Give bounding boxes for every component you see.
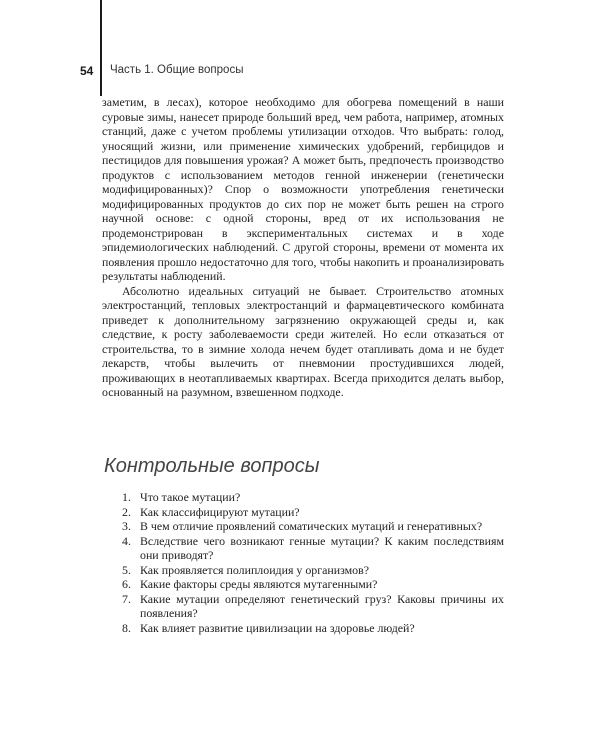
question-item (122, 563, 504, 578)
question-number: 5. (122, 562, 131, 577)
question-text: Как проявляется полиплоидия у организмов? (140, 562, 369, 577)
question-text: В чем отличие проявлений соматических мутаций и генеративных? (140, 519, 483, 533)
question-text: Какие факторы среды являются мутагенными? (140, 577, 378, 591)
question-number: 7. (122, 591, 131, 606)
question-item (122, 592, 504, 621)
question-number: 6. (122, 577, 131, 591)
paragraph: Абсолютно идеальных ситуаций не бывает. Строительство атомных электростанций, тепловых электростанций и фармацевтического комбината приведет к дополнительному загрязнению окружающей среды и, как следствие, к росту заболеваемости среди жителей. Но если отказаться от строительства, то в зимние холода нечем будет отапливать дома и не будет лекарств, чтобы вылечить от пневмонии простудившихся людей, проживающих в неотапливаемых квартирах. Всегда приходится делать выбор, основанный на разумном, взвешенном подходе. (102, 283, 504, 399)
question-item (122, 505, 504, 520)
question-number: 2. (122, 504, 131, 519)
question-item (122, 490, 504, 505)
review-questions-list (122, 490, 504, 635)
question-item (122, 534, 504, 563)
question-number: 3. (122, 519, 131, 533)
running-head: Часть 1. Общие вопросы (110, 64, 244, 76)
question-item (122, 519, 504, 534)
paragraph: заметим, в лесах), которое необходимо для обогрева помещений в наши суровые зимы, нанесет природе больший вред, чем работа, например, атомных станций, даже с учетом проблемы утилизации отходов. Что выбрать: голод, уносящий жизни, или применение химических удобрений, гербицидов и пестицидов для повышения урожая? А может быть, предпочесть производство продуктов с использованием методов генной инженерии (генетически модифицированных)? Спор о возможности употребления генетически модифицированных продуктов до сих пор не может быть решен на строго научной основе: с одной стороны, вред от их использования не продемонстрирован в экспериментальных системах и в ходе эпидемиологических наблюдений. С другой стороны, времени от момента их появления прошло недостаточно для того, чтобы накопить и проанализировать результаты наблюдений. (102, 95, 504, 283)
question-text: Вследствие чего возникают генные мутации? К каким последствиям они приводят? (140, 533, 504, 562)
question-text: Как влияет развитие цивилизации на здоровье людей? (140, 620, 415, 635)
question-item (122, 621, 504, 636)
question-text: Какие мутации определяют генетический груз? Каковы причины их появления? (140, 591, 504, 620)
page-number: 54 (80, 64, 94, 78)
question-text: Что такое мутации? (140, 490, 241, 504)
question-number: 4. (122, 533, 131, 548)
header-vertical-rule (100, 0, 102, 96)
question-number: 1. (122, 490, 131, 504)
question-item (122, 577, 504, 592)
section-heading: Контрольные вопросы (104, 455, 320, 477)
question-number: 8. (122, 620, 131, 635)
body-text (102, 95, 504, 400)
question-text: Как классифицируют мутации? (140, 504, 300, 519)
